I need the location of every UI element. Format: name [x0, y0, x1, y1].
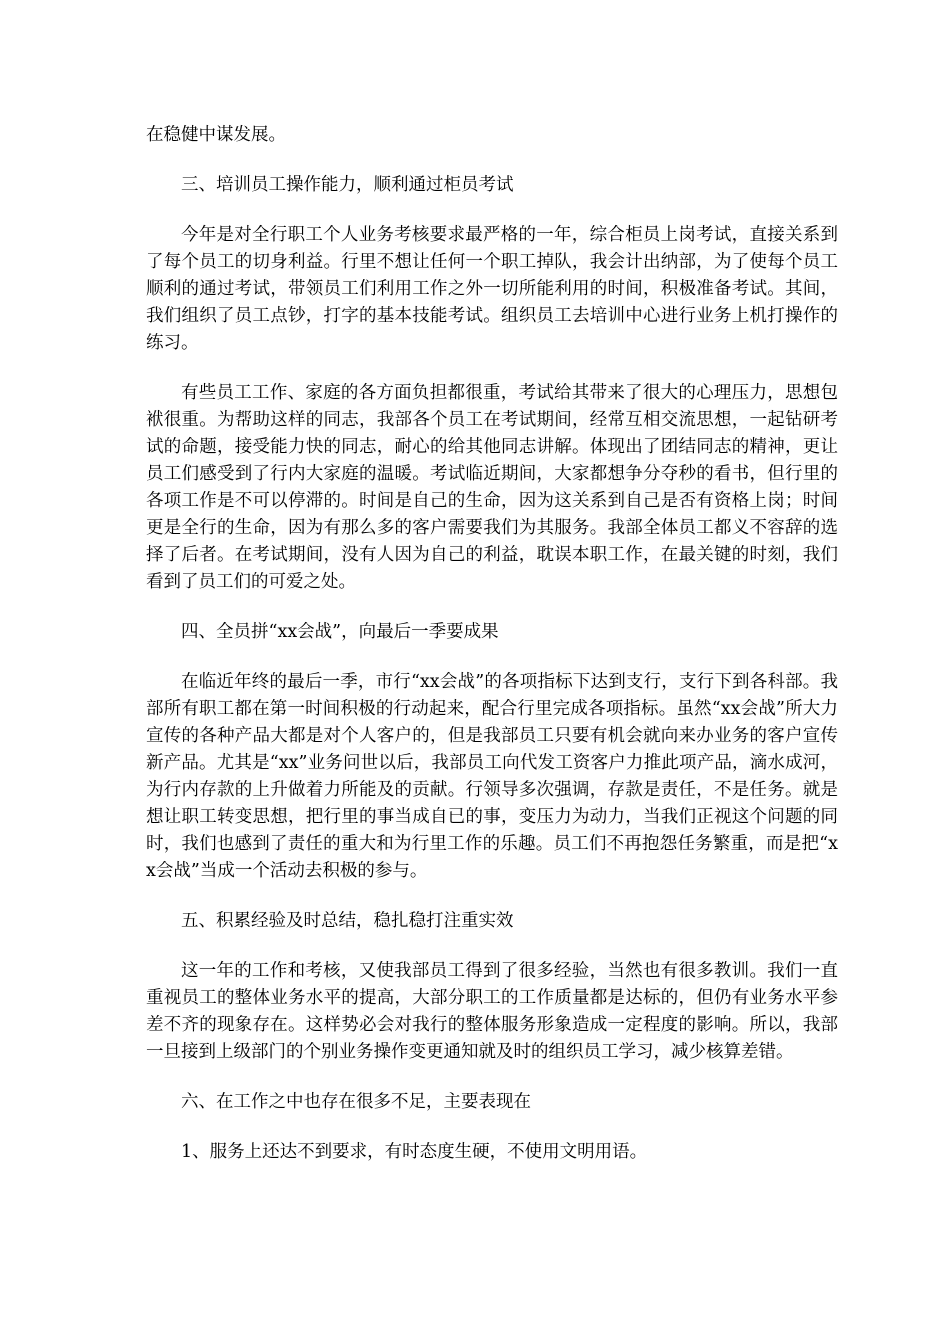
paragraph-continuation: 在稳健中谋发展。 — [146, 125, 286, 145]
document-page — [146, 122, 838, 1166]
paragraph-experience: 这一年的工作和考核，又使我部员工得到了很多经验，当然也有很多教训。我们一直重视员工的整体业务水平的提高，大部分职工的工作质量都是达标的，但仍有业务水平参差不齐的现象存在。这样势必会对我行的整体服务形象造成一定程度的影响。所以，我部一旦接到上级部门的个别业务操作变更通知就及时的组织员工学习，减少核算差错。 — [146, 961, 838, 1062]
section-heading-5: 五、积累经验及时总结，稳扎稳打注重实效 — [181, 911, 514, 931]
paragraph-exam-training: 今年是对全行职工个人业务考核要求最严格的一年，综合柜员上岗考试，直接关系到了每个员工的切身利益。行里不想让任何一个职工掉队，我会计出纳部，为了使每个员工顺利的通过考试，带领员工们利用工作之外一切所能利用的时间，积极准备考试。其间，我们组织了员工点钞，打字的基本技能考试。组织员工去培训中心进行业务上机打操作的练习。 — [146, 225, 838, 353]
section-heading-3: 三、培训员工操作能力，顺利通过柜员考试 — [181, 175, 514, 195]
section-heading-6: 六、在工作之中也存在很多不足，主要表现在 — [181, 1092, 531, 1112]
paragraph-campaign: 在临近年终的最后一季，市行“xx会战”的各项指标下达到支行，支行下到各科部。我部所有职工都在第一时间积极的行动起来，配合行里完成各项指标。虽然“xx会战”所大力宣传的各种产品大都是对个人客户的，但是我部员工只要有机会就向来办业务的客户宣传新产品。尤其是“xx”业务问世以后，我部员工向代发工资客户力推此项产品，滴水成河，为行内存款的上升做着力所能及的贡献。行领导多次强调，存款是责任，不是任务。就是想让职工转变思想，把行里的事当成自已的事，变压力为动力，当我们正视这个问题的同时，我们也感到了责任的重大和为行里工作的乐趣。员工们不再抱怨任务繁重，而是把“xx会战”当成一个活动去积极的参与。 — [146, 672, 838, 881]
list-item-1: 1、服务上还达不到要求，有时态度生硬，不使用文明用语。 — [181, 1142, 648, 1162]
paragraph-exam-support: 有些员工工作、家庭的各方面负担都很重，考试给其带来了很大的心理压力，思想包袱很重。为帮助这样的同志，我部各个员工在考试期间，经常互相交流思想，一起钻研考试的命题，接受能力快的同志，耐心的给其他同志讲解。体现出了团结同志的精神，更让员工们感受到了行内大家庭的温暖。考试临近期间，大家都想争分夺秒的看书，但行里的各项工作是不可以停滞的。时间是自己的生命，因为这关系到自己是否有资格上岗；时间更是全行的生命，因为有那么多的客户需要我们为其服务。我部全体员工都义不容辞的选择了后者。在考试期间，没有人因为自己的利益，耽误本职工作，在最关键的时刻，我们看到了员工们的可爱之处。 — [146, 383, 838, 592]
section-heading-4: 四、全员拼“xx会战”，向最后一季要成果 — [181, 622, 499, 642]
